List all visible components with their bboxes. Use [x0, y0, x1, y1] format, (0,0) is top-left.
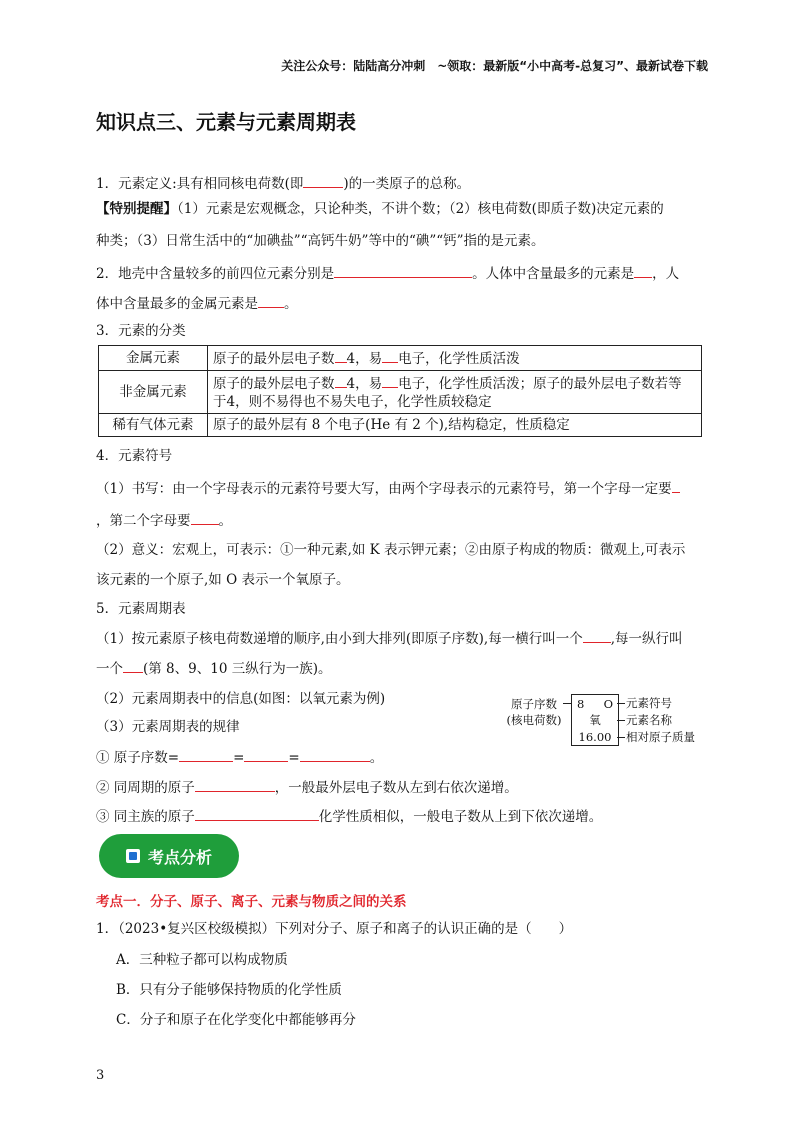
diagram-left-labels: 原子序数 (核电荷数) — [506, 697, 562, 727]
page-number: 3 — [96, 1068, 105, 1083]
blank[interactable] — [634, 263, 652, 278]
periodic-line-2: 一个 (第 8、9、10 三纵行为一族)。 — [96, 658, 331, 678]
blank[interactable] — [300, 747, 370, 762]
symbol-writing-line-1: （1）书写：由一个字母表示的元素符号要大写，由两个字母表示的元素符号，第一个字母一定要 — [96, 478, 680, 498]
blank[interactable] — [244, 747, 288, 762]
periodic-line-1: （1）按元素原子核电荷数递增的顺序,由小到大排列(即原子序数),每一横行叫一个 ,每一纵行叫 — [96, 628, 683, 648]
row-kind: 稀有气体元素 — [99, 414, 208, 437]
rule-1: ① 原子序数= = = 。 — [96, 747, 383, 767]
rule-3: ③ 同主族的原子 化学性质相似，一般电子数从上到下依次递增。 — [96, 806, 602, 826]
blank[interactable] — [179, 747, 233, 762]
blank[interactable] — [382, 348, 398, 363]
diagram-pointer — [617, 737, 625, 738]
option-b[interactable]: B．只有分子能够保持物质的化学性质 — [116, 982, 342, 998]
rule-2: ② 同周期的原子 ，一般最外层电子数从左到右依次递增。 — [96, 777, 518, 797]
blank[interactable] — [335, 373, 347, 388]
tip-line-1: 【特别提醒】（1）元素是宏观概念，只论种类，不讲个数；（2）核电荷数(即质子数)决定元素的 — [96, 201, 664, 217]
element-cell: 8 O 氧 16.00 — [571, 694, 619, 746]
row-desc: 原子的最外层电子数 4，易 电子，化学性质活泼；原子的最外层电子数若等 于4，则不易得也不易失电子，化学性质较稳定 — [208, 371, 702, 414]
blank[interactable] — [303, 173, 343, 188]
table-row — [99, 346, 702, 371]
blank[interactable] — [195, 777, 275, 792]
page-header: 关注公众号：陆陆高分冲刺 ~领取：最新版“小中高考-总复习”、最新试卷下载 — [281, 59, 708, 73]
table-row — [99, 414, 702, 437]
diagram-pointer — [617, 703, 625, 704]
blank[interactable] — [334, 263, 472, 278]
book-icon — [126, 849, 140, 863]
row-desc: 原子的最外层电子数 4，易 电子，化学性质活泼 — [208, 346, 702, 371]
symbol-heading: 4．元素符号 — [96, 448, 173, 464]
blank[interactable] — [335, 348, 347, 363]
row-kind: 金属元素 — [99, 346, 208, 371]
tip-label: 【特别提醒】 — [96, 201, 177, 217]
symbol-meaning-line-2: 该元素的一个原子,如 O 表示一个氧原子。 — [96, 572, 350, 588]
tip-line-2: 种类；（3）日常生活中的“加碘盐”“高钙牛奶”等中的“碘”“钙”指的是元素。 — [96, 233, 545, 249]
periodic-rule-heading: （3）元素周期表的规律 — [96, 719, 240, 735]
option-c[interactable]: C．分子和原子在化学变化中都能够再分 — [116, 1012, 356, 1028]
classification-heading: 3．元素的分类 — [96, 323, 186, 339]
blank[interactable] — [382, 373, 398, 388]
symbol-meaning-line-1: （2）意义：宏观上，可表示：①一种元素,如 K 表示钾元素；②由原子构成的物质：微观上,可表示 — [96, 542, 686, 558]
blank[interactable] — [123, 658, 143, 673]
periodic-heading: 5．元素周期表 — [96, 601, 186, 617]
blank[interactable] — [583, 628, 611, 643]
classification-table — [98, 345, 702, 437]
section-title: 知识点三、元素与元素周期表 — [96, 110, 356, 134]
kaodian-title: 考点一．分子、原子、离子、元素与物质之间的关系 — [96, 894, 407, 910]
table-row — [99, 371, 702, 414]
diagram-pointer — [563, 703, 571, 704]
periodic-info-line: （2）元素周期表中的信息(如图：以氧元素为例) — [96, 691, 386, 707]
analysis-badge: 考点分析 — [99, 834, 239, 878]
symbol-writing-line-2: ，第二个字母要 。 — [96, 510, 232, 530]
blank[interactable] — [672, 478, 680, 493]
option-a[interactable]: A．三种粒子都可以构成物质 — [116, 952, 288, 968]
diagram-pointer — [617, 720, 625, 721]
blank[interactable] — [258, 293, 284, 308]
blank[interactable] — [195, 806, 319, 821]
element-cell-diagram: 原子序数 (核电荷数) 8 O 氧 16.00 元素符号 元素名称 相对原子质量 — [506, 696, 695, 744]
row-desc: 原子的最外层有 8 个电子(He 有 2 个),结构稳定，性质稳定 — [208, 414, 702, 437]
abundance-line-2: 体中含量最多的金属元素是 。 — [96, 293, 298, 313]
row-kind: 非金属元素 — [99, 371, 208, 414]
question-stem: 1．（2023•复兴区校级模拟）下列对分子、原子和离子的认识正确的是（ ） — [96, 921, 573, 937]
definition-line: 1．元素定义:具有相同核电荷数(即 )的一类原子的总称。 — [96, 173, 470, 193]
blank[interactable] — [191, 510, 219, 525]
abundance-line-1: 2．地壳中含量较多的前四位元素分别是 。人体中含量最多的元素是 ，人 — [96, 263, 679, 283]
